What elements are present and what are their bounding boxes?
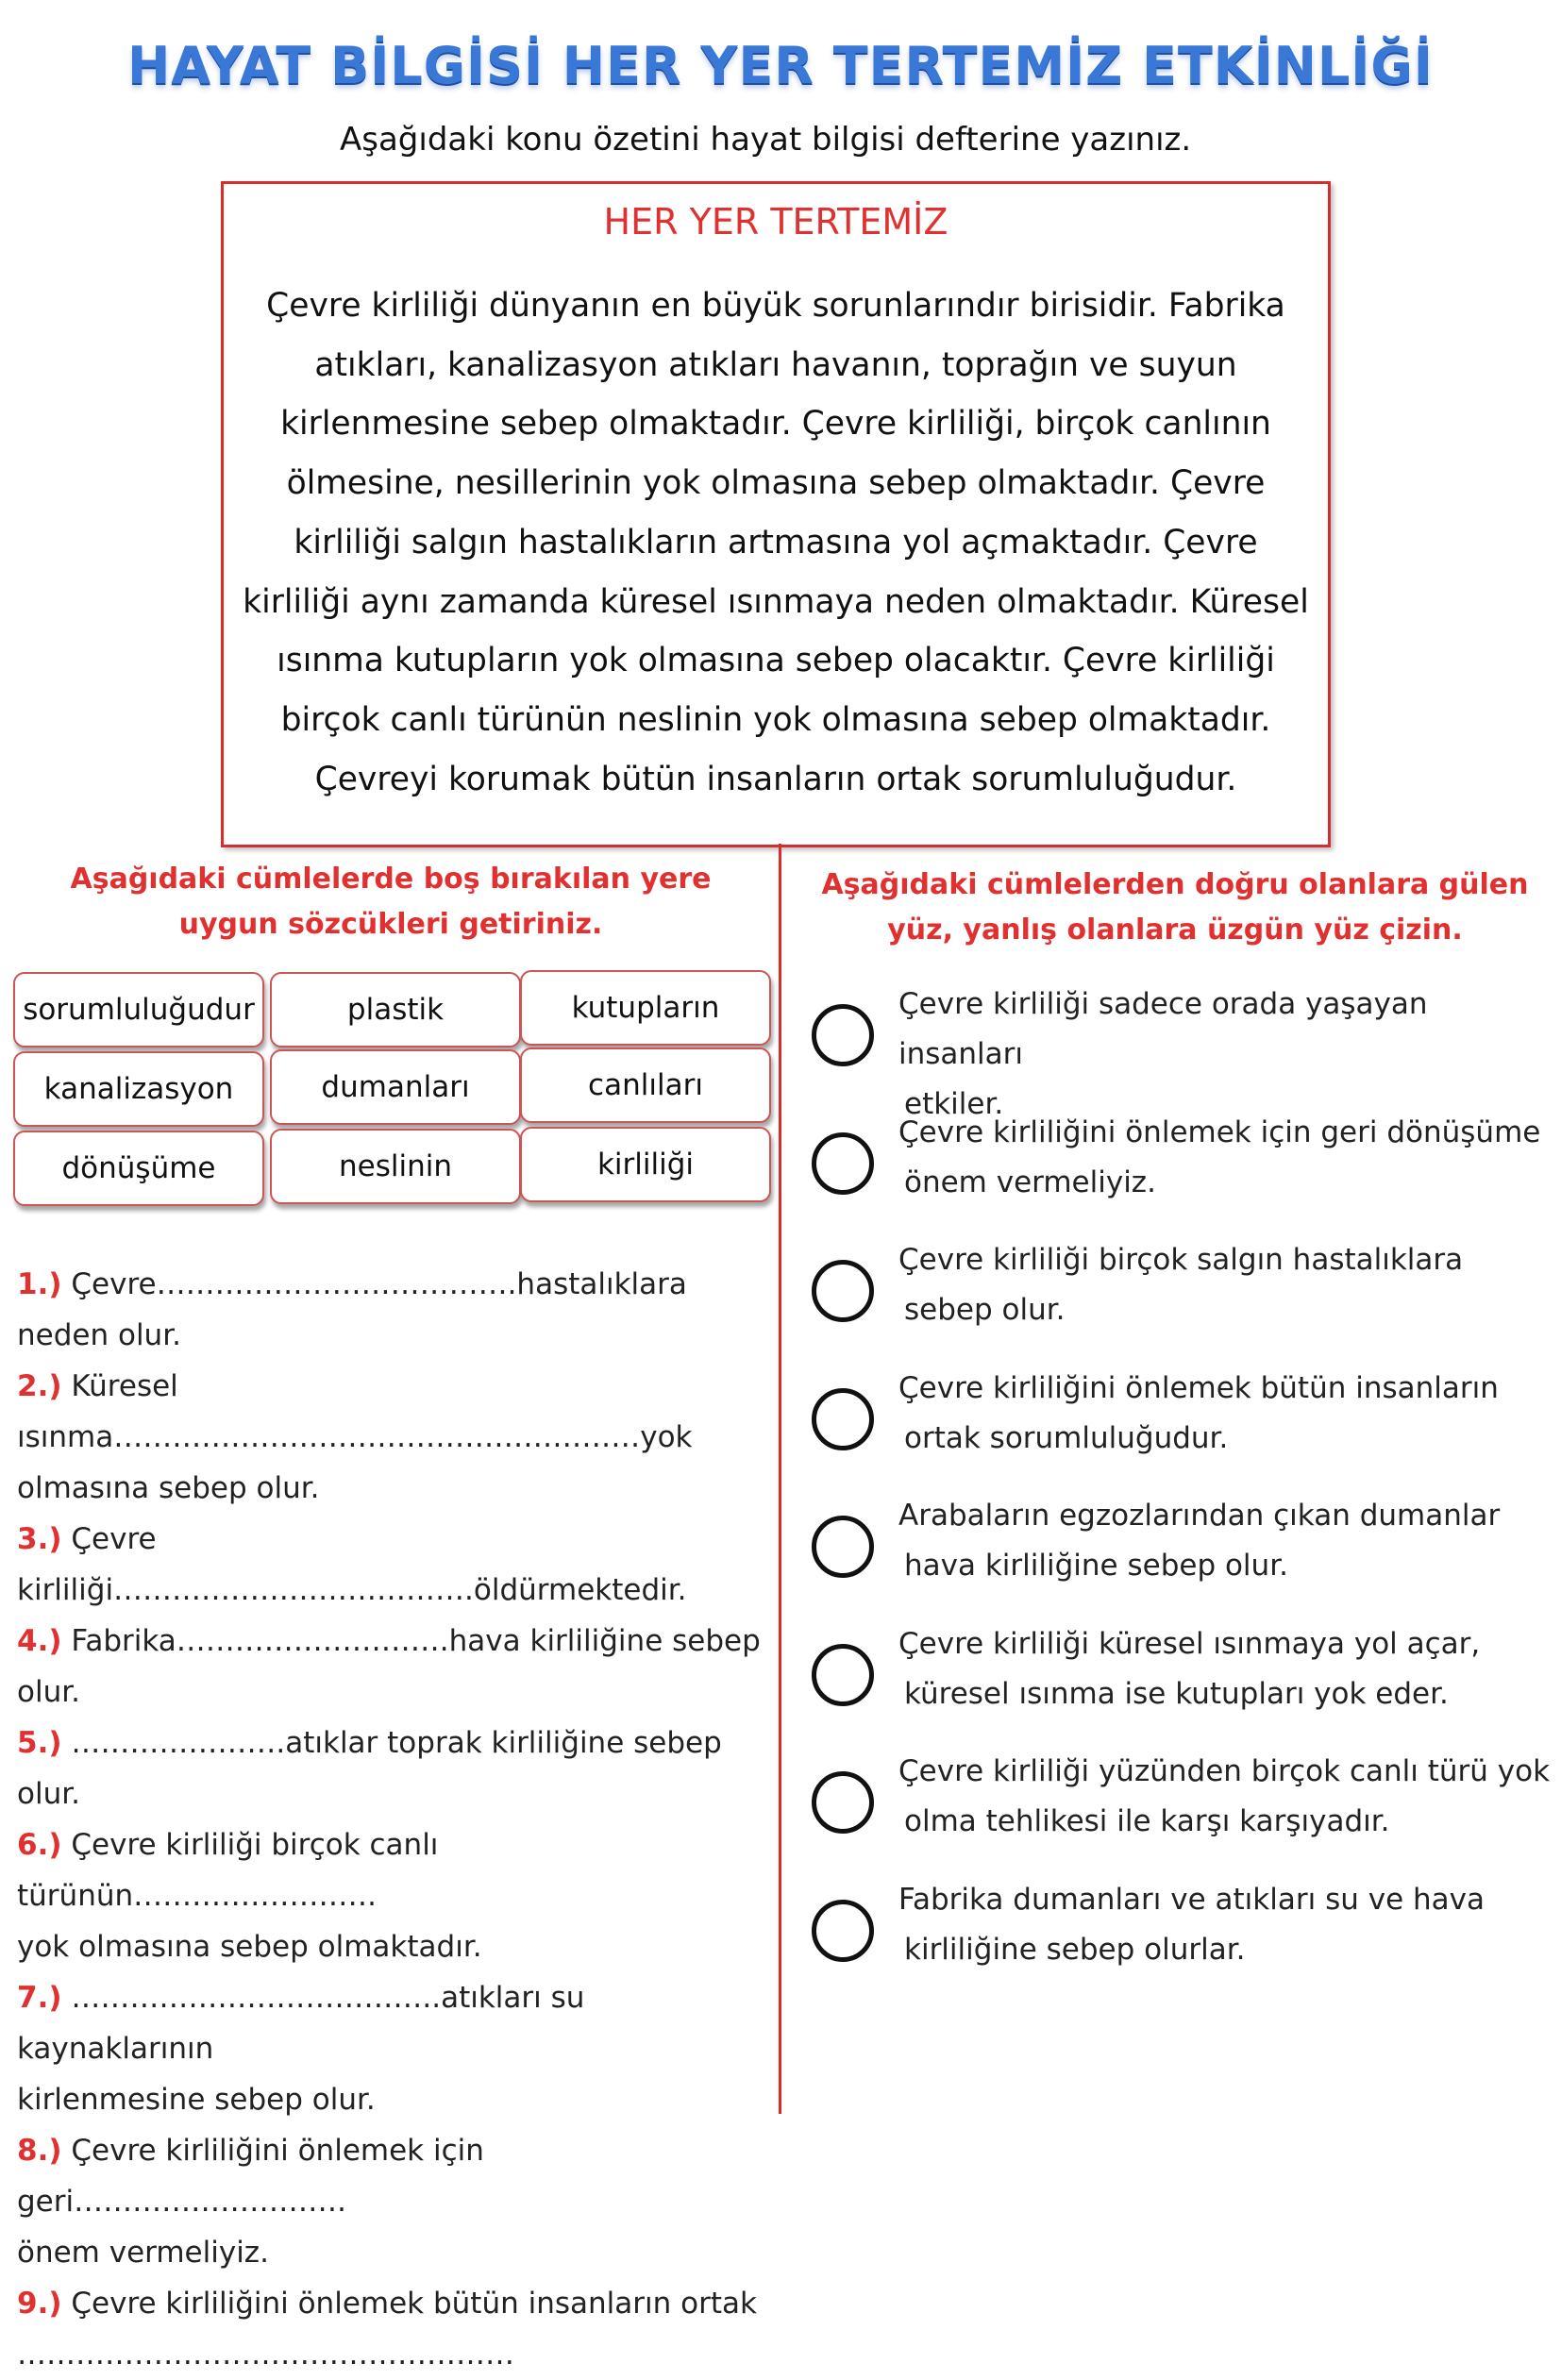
word-bank-item: plastik [270, 972, 521, 1048]
statement-text [898, 1491, 1559, 1591]
statement-line: Çevre kirliliği küresel ısınmaya yol açar, [898, 1626, 1481, 1661]
statement-item [808, 980, 1553, 1121]
item-text: olmasına sebep olur. [17, 1471, 320, 1505]
column-divider [779, 844, 781, 2114]
answer-circle[interactable] [812, 1260, 874, 1322]
word-bank-item: dumanları [270, 1049, 521, 1125]
word-bank-item: kutupların [520, 970, 771, 1046]
item-text: Küresel ısınma………………………………………………yok [17, 1369, 693, 1454]
true-false-heading [789, 863, 1561, 953]
statement-item [808, 1235, 1553, 1364]
statement-item [808, 1875, 1553, 2003]
answer-circle[interactable] [812, 1516, 874, 1578]
summary-title: HER YER TERTEMİZ [603, 201, 948, 243]
answer-circle[interactable] [812, 1900, 874, 1962]
item-number: 3.) [17, 1522, 62, 1556]
statement-line: olma tehlikesi ile karşı karşıyadır. [904, 1804, 1390, 1838]
item-number: 7.) [17, 1981, 62, 2015]
summary-line: kirliliği salgın hastalıkların artmasına yol açmaktadır. Çevre [294, 523, 1258, 561]
statement-text [898, 1235, 1559, 1335]
item-text: Çevre kirliliğini önlemek için geri………………………. [17, 2134, 484, 2219]
summary-box [221, 181, 1331, 847]
item-text: Çevre kirliliği……………………………….öldürmektedir. [17, 1522, 687, 1607]
statement-line: Çevre kirliliğini önlemek bütün insanların [898, 1370, 1499, 1405]
statement-line: kirliliğine sebep olurlar. [904, 1932, 1246, 1967]
summary-line: Çevre kirliliği dünyanın en büyük sorunlarındır birisidir. Fabrika [266, 287, 1285, 325]
answer-circle[interactable] [812, 1004, 874, 1066]
item-text: Çevre……………………………….hastalıklara neden olur. [17, 1267, 687, 1352]
item-number: 6.) [17, 1828, 62, 1862]
item-text: yok olmasına sebep olmaktadır. [17, 1930, 482, 1964]
fill-in-heading [13, 857, 768, 947]
statement-text [898, 1364, 1559, 1464]
true-false-heading-line: yüz, yanlış olanlara üzgün yüz çizin. [887, 913, 1463, 947]
fill-in-item [17, 1514, 772, 1616]
answer-circle[interactable] [812, 1644, 874, 1706]
item-number: 1.) [17, 1267, 62, 1301]
word-bank-item: kanalizasyon [13, 1051, 264, 1127]
word-bank-item: sorumluluğudur [13, 972, 264, 1048]
statement-item [808, 1108, 1553, 1236]
statement-line: önem vermeliyiz. [904, 1165, 1156, 1199]
word-bank-item: canlıları [520, 1048, 771, 1123]
summary-line: ısınma kutupların yok olmasına sebep olacaktır. Çevre kirliliği [277, 642, 1275, 680]
statement-line: ortak sorumluluğudur. [904, 1420, 1229, 1455]
item-number: 5.) [17, 1726, 62, 1760]
fill-in-item [17, 1361, 772, 1514]
fill-in-heading-line: Aşağıdaki cümlelerde boş bırakılan yere [70, 863, 712, 896]
statement-text [898, 1619, 1559, 1719]
statement-line: sebep olur. [904, 1293, 1066, 1327]
summary-line: birçok canlı türünün neslinin yok olmasına sebep olmaktadır. [280, 700, 1271, 739]
statement-line: Çevre kirliliği birçok salgın hastalıklara [898, 1243, 1464, 1277]
statement-line: etkiler. [904, 1087, 1004, 1121]
statement-item [808, 1491, 1553, 1619]
item-text: önem vermeliyiz. [17, 2236, 269, 2270]
item-number: 2.) [17, 1369, 62, 1403]
statement-text [898, 1875, 1559, 1975]
true-false-list [808, 980, 1553, 2003]
fill-in-item [17, 1972, 772, 2125]
item-text: kirlenmesine sebep olur. [17, 2083, 376, 2117]
word-bank-item: kirliliği [520, 1127, 771, 1202]
item-text: Çevre kirliliği birçok canlı türünün……………………. [17, 1828, 439, 1913]
summary-text [226, 277, 1326, 809]
fill-in-item [17, 2125, 772, 2278]
word-bank [13, 972, 768, 1217]
fill-in-item [17, 1819, 772, 1972]
summary-line: kirliliği aynı zamanda küresel ısınmaya neden olmaktadır. Küresel [243, 582, 1309, 621]
word-bank-item: dönüşüme [13, 1131, 264, 1206]
summary-line: ölmesine, nesillerinin yok olmasına sebep olmaktadır. Çevre [286, 464, 1266, 503]
answer-circle[interactable] [812, 1771, 874, 1834]
statement-item [808, 1364, 1553, 1492]
item-text: …………………………………………… [17, 2338, 514, 2372]
statement-line: Çevre kirliliği sadece orada yaşayan insanları [898, 987, 1428, 1071]
statement-line: küresel ısınma ise kutupları yok eder. [904, 1676, 1449, 1711]
statement-text [898, 1747, 1559, 1847]
instruction-text: Aşağıdaki konu özetini hayat bilgisi defterine yazınız. [340, 121, 1192, 159]
statement-line: Arabaların egzozlarından çıkan dumanlar [898, 1499, 1501, 1533]
summary-line: atıkları, kanalizasyon atıkları havanın, toprağın ve suyun [314, 345, 1237, 384]
item-number: 8.) [17, 2134, 62, 2168]
item-text: Çevre kirliliğini önlemek bütün insanların ortak [71, 2287, 757, 2321]
summary-line: Çevreyi korumak bütün insanların ortak sorumluluğudur. [314, 760, 1237, 798]
fill-in-heading-line: uygun sözcükleri getiriniz. [178, 908, 603, 941]
fill-in-item [17, 1259, 772, 1361]
statement-line: Çevre kirliliğini önlemek için geri dönüşüme [898, 1115, 1541, 1149]
item-text: ………………………………..atıkları su kaynaklarının [17, 1981, 585, 2066]
fill-in-item [17, 1718, 772, 1819]
summary-line: kirlenmesine sebep olmaktadır. Çevre kirliliği, birçok canlının [280, 405, 1271, 444]
item-text: Fabrika……………………….hava kirliliğine sebep olur. [17, 1624, 761, 1709]
statement-text [898, 1108, 1559, 1208]
item-text: ………………….atıklar toprak kirliliğine sebep olur. [17, 1726, 722, 1811]
answer-circle[interactable] [812, 1388, 874, 1450]
item-number: 9.) [17, 2287, 62, 2321]
fill-in-item [17, 2278, 772, 2380]
item-number: 4.) [17, 1624, 62, 1658]
statement-item [808, 1619, 1553, 1748]
answer-circle[interactable] [812, 1132, 874, 1195]
fill-in-item [17, 1616, 772, 1718]
true-false-heading-line: Aşağıdaki cümlelerden doğru olanlara gülen [821, 868, 1529, 901]
statement-line: Fabrika dumanları ve atıkları su ve hava [898, 1882, 1485, 1917]
statement-line: hava kirliliğine sebep olur. [904, 1549, 1288, 1583]
page-title: HAYAT BİLGİSİ HER YER TERTEMİZ ETKİNLİĞİ [127, 36, 1434, 95]
statement-line: Çevre kirliliği yüzünden birçok canlı türü yok [898, 1754, 1551, 1788]
word-bank-item: neslinin [270, 1129, 521, 1204]
statement-item [808, 1747, 1553, 1875]
fill-in-list [17, 1259, 772, 2380]
